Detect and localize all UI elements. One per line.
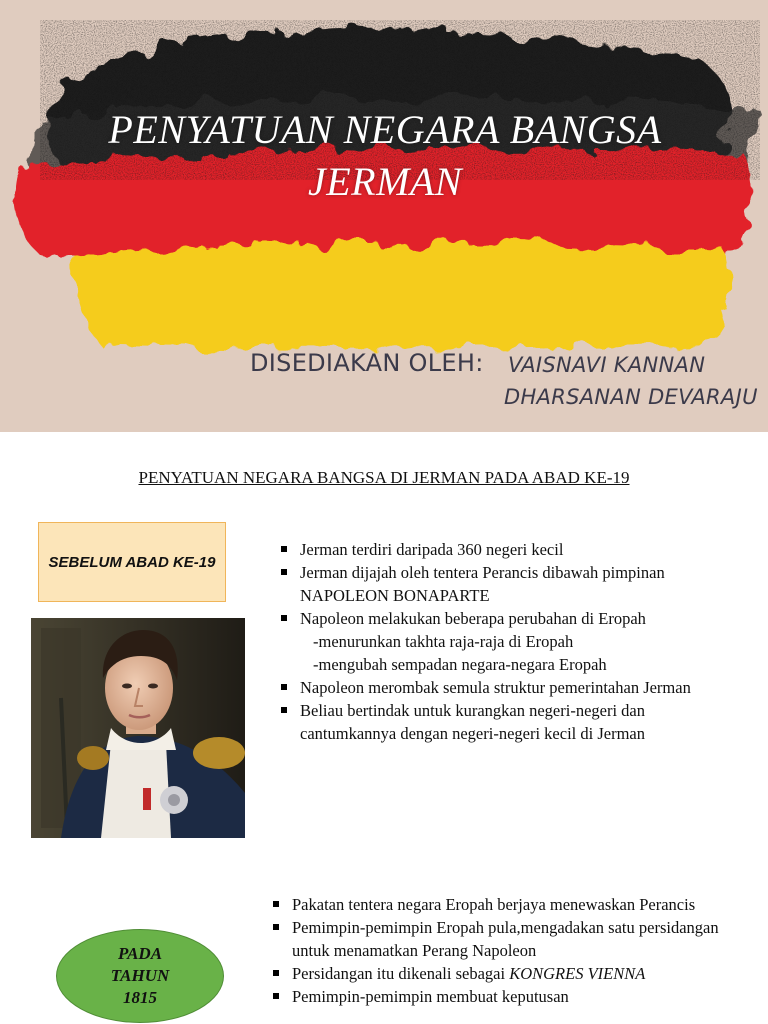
page-heading: PENYATUAN NEGARA BANGSA DI JERMAN PADA ABAD KE-19: [138, 468, 630, 487]
oval-label-line-1: PADA: [117, 944, 163, 963]
author-1: VAISNAVI KANNAN: [508, 353, 706, 377]
list-item: Napoleon merombak semula struktur pemerintahan Jerman: [280, 676, 720, 699]
list-item: Pemimpin-pemimpin membuat keputusan: [272, 985, 732, 1008]
title-slide: [0, 0, 768, 432]
section-1-bullet-list: [280, 538, 720, 745]
list-item: Jerman dijajah oleh tentera Perancis dibawah pimpinan NAPOLEON BONAPARTE: [280, 561, 720, 607]
prepared-by-label: DISEDIAKAN OLEH:: [250, 349, 484, 377]
list-item: Pakatan tentera negara Eropah berjaya menewaskan Perancis: [272, 893, 732, 916]
list-item: Jerman terdiri daripada 360 negeri kecil: [280, 538, 720, 561]
section-2-bullet-list: [272, 893, 732, 1008]
slide-title: [20, 104, 750, 208]
napoleon-portrait: [31, 618, 245, 838]
slide-title-line-2: JERMAN: [307, 159, 463, 204]
congress-of-vienna-term: KONGRES VIENNA: [509, 964, 646, 983]
oval-label-line-2: TAHUN: [110, 966, 170, 985]
list-item-text: Persidangan itu dikenali sebagai: [292, 964, 506, 983]
list-subitem: -menurunkan takhta raja-raja di Eropah: [313, 632, 574, 651]
author-2: DHARSANAN DEVARAJU: [504, 385, 758, 409]
list-subitem: -mengubah sempadan negara-negara Eropah: [313, 655, 607, 674]
list-item: Napoleon melakukan beberapa perubahan di Eropah: [280, 607, 720, 630]
list-item: Pemimpin-pemimpin Eropah pula,mengadakan satu persidangan untuk menamatkan Perang Napoleon: [272, 916, 732, 962]
list-item: Beliau bertindak untuk kurangkan negeri-negeri dan cantumkannya dengan negeri-negeri kecil di Jerman: [280, 699, 720, 745]
slide-title-line-1: PENYATUAN NEGARA BANGSA: [108, 107, 662, 152]
section-label-before-19th-century: SEBELUM ABAD KE-19: [38, 522, 226, 602]
oval-label-line-3: 1815: [123, 988, 157, 1007]
list-item: [272, 962, 732, 985]
section-label-year-1815: [56, 929, 224, 1023]
